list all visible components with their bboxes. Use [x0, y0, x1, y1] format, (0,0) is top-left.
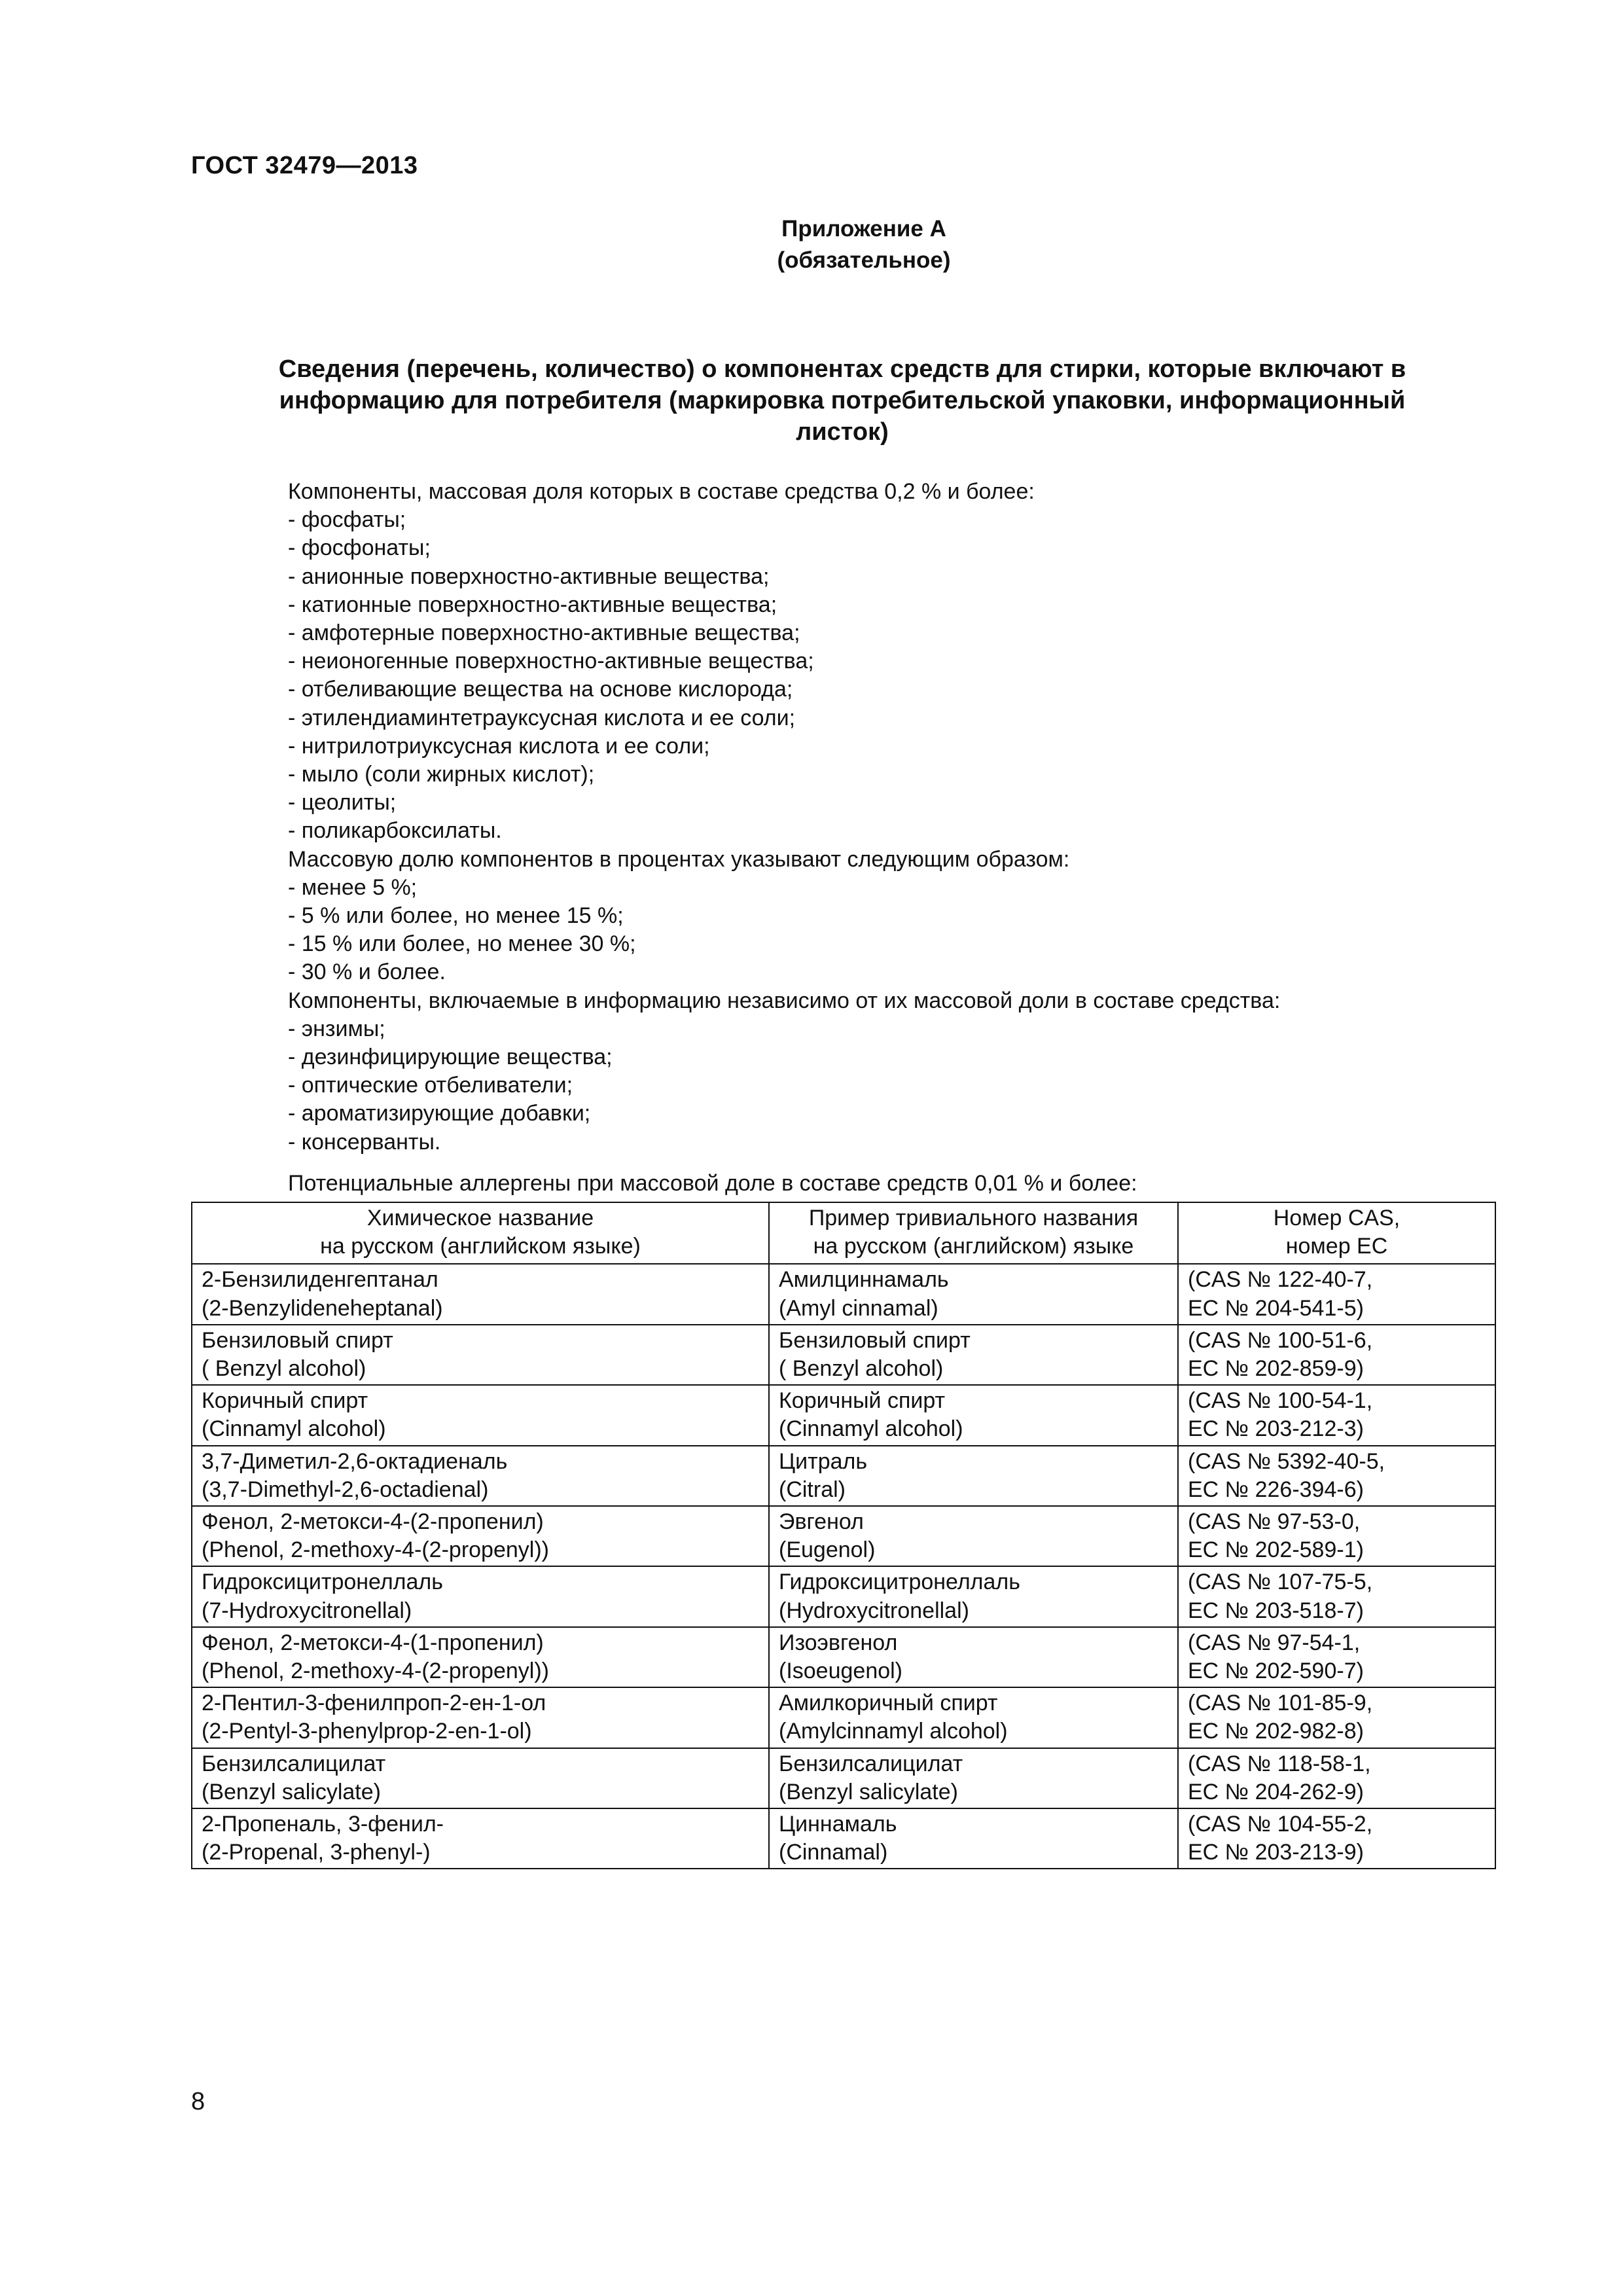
- document-header-standard-number: ГОСТ 32479—2013: [191, 152, 418, 179]
- appendix-status: (обязательное): [777, 247, 951, 273]
- body-text-line: - неионогенные поверхностно-активные вещества;: [288, 649, 814, 674]
- cell-cas-number: (CAS № 122-40-7, EC № 204-541-5): [1178, 1264, 1495, 1324]
- allergens-table: [191, 1202, 1496, 1869]
- cell-chemical-name: 2-Пентил-3-фенилпроп-2-ен-1-ол (2-Pentyl-3-phenylprop-2-en-1-ol): [192, 1687, 769, 1748]
- header-chemical-name: Химическое название на русском (английском языке): [192, 1202, 769, 1264]
- body-text-line: - мыло (соли жирных кислот);: [288, 762, 595, 787]
- table-row: [192, 1687, 1495, 1748]
- cell-cas-number: (CAS № 101-85-9, EC № 202-982-8): [1178, 1687, 1495, 1748]
- cell-chemical-name: Фенол, 2-метокси-4-(1-пропенил) (Phenol, 2-methoxy-4-(2-propenyl)): [192, 1627, 769, 1687]
- cell-cas-number: (CAS № 107-75-5, EC № 203-518-7): [1178, 1566, 1495, 1626]
- cell-trivial-name: Бензиловый спирт ( Benzyl alcohol): [769, 1325, 1178, 1385]
- page-number: 8: [191, 2088, 205, 2115]
- body-text-line: - фосфаты;: [288, 507, 406, 533]
- header-cas-number: Номер CAS, номер EC: [1178, 1202, 1495, 1264]
- cell-trivial-name: Амилкоричный спирт (Amylcinnamyl alcohol): [769, 1687, 1178, 1748]
- body-text-line: - 15 % или более, но менее 30 %;: [288, 931, 636, 957]
- body-text-line: - отбеливающие вещества на основе кислорода;: [288, 677, 793, 702]
- title-line: Сведения (перечень, количество) о компонентах средств для стирки, которые включают в: [278, 355, 1406, 383]
- cell-cas-number: (CAS № 118-58-1, EC № 204-262-9): [1178, 1748, 1495, 1808]
- table-row: [192, 1506, 1495, 1566]
- body-text-line: - анионные поверхностно-активные вещества;: [288, 564, 770, 589]
- table-row: [192, 1325, 1495, 1385]
- cell-trivial-name: Коричный спирт (Cinnamyl alcohol): [769, 1385, 1178, 1445]
- table-row: [192, 1627, 1495, 1687]
- body-text-line: - этилендиаминтетрауксусная кислота и ее соли;: [288, 705, 796, 730]
- appendix-heading: [681, 213, 1047, 276]
- table-row: [192, 1385, 1495, 1445]
- table-body: [192, 1264, 1495, 1869]
- table-row: [192, 1748, 1495, 1808]
- body-text-line: - ароматизирующие добавки;: [288, 1101, 591, 1126]
- body-text-line: - 30 % и более.: [288, 960, 446, 985]
- cell-cas-number: (CAS № 5392-40-5, EC № 226-394-6): [1178, 1446, 1495, 1506]
- cell-trivial-name: Амилциннамаль (Amyl cinnamal): [769, 1264, 1178, 1324]
- cell-trivial-name: Гидроксицитронеллаль (Hydroxycitronellal): [769, 1566, 1178, 1626]
- body-text-line: - менее 5 %;: [288, 874, 418, 900]
- cell-chemical-name: Фенол, 2-метокси-4-(2-пропенил) (Phenol, 2-methoxy-4-(2-propenyl)): [192, 1506, 769, 1566]
- body-text-line: - консерванты.: [288, 1129, 441, 1155]
- body-text: [288, 478, 1486, 1157]
- cell-chemical-name: 2-Бензилиденгептанал (2-Benzylideneheptanal): [192, 1264, 769, 1324]
- cell-trivial-name: Циннамаль (Cinnamal): [769, 1808, 1178, 1869]
- appendix-title: Приложение А: [781, 216, 946, 242]
- table-caption: Потенциальные аллергены при массовой доле в составе средств 0,01 % и более:: [288, 1171, 1137, 1196]
- cell-trivial-name: Изоэвгенол (Isoeugenol): [769, 1627, 1178, 1687]
- cell-chemical-name: 3,7-Диметил-2,6-октадиеналь (3,7-Dimethyl-2,6-octadienal): [192, 1446, 769, 1506]
- body-text-line: - фосфонаты;: [288, 535, 431, 561]
- document-title: [191, 353, 1493, 448]
- body-text-line: - амфотерные поверхностно-активные вещества;: [288, 620, 800, 646]
- body-text-line: - цеолиты;: [288, 790, 397, 816]
- cell-trivial-name: Эвгенол (Eugenol): [769, 1506, 1178, 1566]
- cell-chemical-name: 2-Пропеналь, 3-фенил- (2-Propenal, 3-phenyl-): [192, 1808, 769, 1869]
- table-row: [192, 1566, 1495, 1626]
- body-text-line: - поликарбоксилаты.: [288, 818, 502, 844]
- cell-trivial-name: Бензилсалицилат (Benzyl salicylate): [769, 1748, 1178, 1808]
- cell-cas-number: (CAS № 100-51-6, EC № 202-859-9): [1178, 1325, 1495, 1385]
- body-text-line: Компоненты, массовая доля которых в составе средства 0,2 % и более:: [288, 479, 1035, 504]
- cell-chemical-name: Бензиловый спирт ( Benzyl alcohol): [192, 1325, 769, 1385]
- cell-trivial-name: Цитраль (Citral): [769, 1446, 1178, 1506]
- cell-cas-number: (CAS № 100-54-1, EC № 203-212-3): [1178, 1385, 1495, 1445]
- body-text-line: - катионные поверхностно-активные вещества;: [288, 592, 777, 617]
- cell-cas-number: (CAS № 104-55-2, EC № 203-213-9): [1178, 1808, 1495, 1869]
- cell-cas-number: (CAS № 97-54-1, EC № 202-590-7): [1178, 1627, 1495, 1687]
- header-trivial-name: Пример тривиального названия на русском (английском) языке: [769, 1202, 1178, 1264]
- body-text-line: - энзимы;: [288, 1016, 385, 1041]
- table-header-row: [192, 1202, 1495, 1264]
- body-text-line: Массовую долю компонентов в процентах указывают следующим образом:: [288, 846, 1070, 872]
- body-text-line: - оптические отбеливатели;: [288, 1073, 573, 1098]
- table-row: [192, 1446, 1495, 1506]
- body-text-line: - 5 % или более, но менее 15 %;: [288, 903, 624, 929]
- title-line: листок): [796, 418, 889, 446]
- body-text-line: Компоненты, включаемые в информацию независимо от их массовой доли в составе средства:: [288, 988, 1281, 1013]
- title-line: информацию для потребителя (маркировка потребительской упаковки, информационный: [279, 387, 1406, 414]
- table-row: [192, 1808, 1495, 1869]
- cell-chemical-name: Коричный спирт (Cinnamyl alcohol): [192, 1385, 769, 1445]
- cell-chemical-name: Бензилсалицилат (Benzyl salicylate): [192, 1748, 769, 1808]
- cell-cas-number: (CAS № 97-53-0, EC № 202-589-1): [1178, 1506, 1495, 1566]
- table-row: [192, 1264, 1495, 1324]
- body-text-line: - дезинфицирующие вещества;: [288, 1045, 613, 1070]
- cell-chemical-name: Гидроксицитронеллаль (7-Hydroxycitronellal): [192, 1566, 769, 1626]
- body-text-line: - нитрилотриуксусная кислота и ее соли;: [288, 733, 710, 759]
